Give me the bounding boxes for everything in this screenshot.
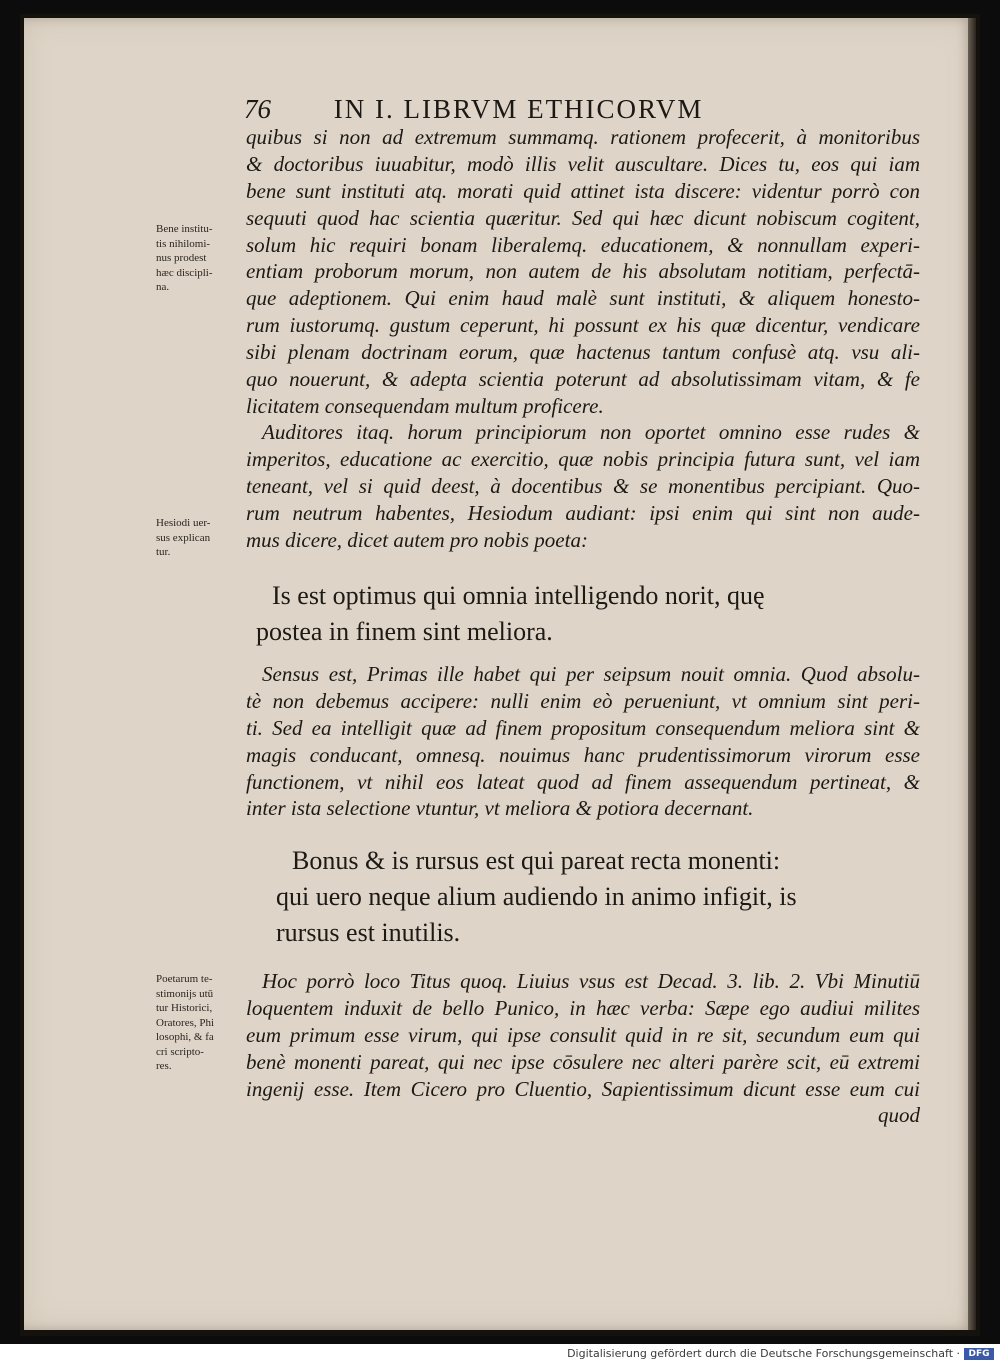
margin-line: nus prodest bbox=[156, 252, 207, 264]
catchword: quod bbox=[878, 1103, 920, 1128]
text-line: quibus si non ad extremum summamq. rationem profecerit, à monitoribus bbox=[246, 125, 920, 149]
verse-line: postea in finem sint meliora. bbox=[256, 617, 553, 646]
verse-line: Bonus & is rursus est qui pareat recta monenti: bbox=[292, 846, 781, 875]
text-line: Hoc porrò loco Titus quoq. Liuius vsus est Decad. 3. lib. 2. Vbi Minutiū bbox=[262, 969, 920, 993]
text-line: solum hic requiri bonam liberalemq. educationem, & nonnullam experi- bbox=[246, 232, 920, 257]
text-line: entiam proborum morum, non autem de his absolutam notitiam, perfectā- bbox=[246, 259, 920, 284]
margin-line: Poetarum te- bbox=[156, 973, 213, 985]
text-line: ti. Sed ea intelligit quæ ad finem propositum consequendum meliora sint & bbox=[246, 715, 920, 740]
margin-line: Bene institu- bbox=[156, 223, 213, 235]
margin-line: cri scripto- bbox=[156, 1045, 204, 1058]
text-line: licitatem consequendam multum proficere. bbox=[246, 393, 604, 418]
verse-line: Is est optimus qui omnia intelligendo norit, quę bbox=[272, 581, 765, 610]
text-line: loquentem induxit de bello Punico, in hæc verba: Sæpe ego audiui milites bbox=[246, 995, 920, 1020]
margin-line: sus explican bbox=[156, 531, 211, 544]
margin-note-3 bbox=[156, 972, 244, 1074]
page-number: 76 bbox=[244, 94, 271, 124]
margin-note-1 bbox=[156, 222, 244, 295]
text-line: sequuti quod hac scientia quæritur. Sed qui hæc dicunt nobiscum cogitent, bbox=[246, 205, 920, 230]
paragraph-1 bbox=[246, 124, 920, 420]
text-line: quo nouerunt, & adepta scientia poterunt ad absolutissimam vitam, & fe bbox=[246, 367, 920, 392]
text-line: & doctoribus iuuabitur, modò illis velit auscultare. Dices tu, eos qui iam bbox=[246, 151, 920, 176]
text-line: que adeptionem. Qui enim haud malè sunt instituti, & aliquem honesto- bbox=[246, 286, 920, 311]
paragraph-3 bbox=[246, 661, 920, 822]
verse-quotation-1 bbox=[246, 578, 920, 650]
text-line: bene sunt instituti atq. morati quid attinet ista discere: videntur porrò con bbox=[246, 178, 920, 203]
margin-line: res. bbox=[156, 1060, 172, 1072]
margin-line: na. bbox=[156, 281, 170, 293]
paragraph-4 bbox=[246, 968, 920, 1129]
text-line: imperitos, educatione ac exercitio, quæ nobis principia futura sunt, vel iam bbox=[246, 446, 920, 471]
running-title: IN I. LIBRVM ETHICORVM bbox=[333, 94, 704, 124]
margin-line: Oratores, Phi bbox=[156, 1016, 215, 1029]
margin-line: tur Historici, bbox=[156, 1002, 213, 1014]
page-edge bbox=[968, 18, 976, 1330]
margin-line: losophi, & fa bbox=[156, 1031, 214, 1043]
paragraph-2 bbox=[246, 419, 920, 553]
margin-line: tis nihilomi- bbox=[156, 237, 211, 250]
margin-line: tur. bbox=[156, 546, 171, 558]
text-line: magis conducant, omnesq. nouimus hanc prudentissimorum virorum esse bbox=[246, 742, 920, 767]
digitization-footer bbox=[0, 1344, 1000, 1364]
text-line: Auditores itaq. horum principiorum non oportet omnino esse rudes & bbox=[262, 420, 920, 444]
text-line: eum primum esse virum, qui ipse consulit quid in re sit, secundum eum qui bbox=[246, 1022, 920, 1047]
text-line: sibi plenam doctrinam eorum, quæ hactenus tantum confusè atq. vsu ali- bbox=[246, 340, 920, 365]
verse-quotation-2 bbox=[246, 843, 920, 951]
text-line: tè non debemus accipere: nulli enim eò perueniunt, vt omnium sint peri- bbox=[246, 688, 920, 713]
text-line: rum neutrum habentes, Hesiodum audiant: ipsi enim qui sint non aude- bbox=[246, 500, 920, 525]
verse-line: rursus est inutilis. bbox=[276, 918, 461, 947]
text-line: ingenij esse. Item Cicero pro Cluentio, Sapientissimum dicunt esse eum cui bbox=[246, 1076, 920, 1101]
text-line: Sensus est, Primas ille habet qui per seipsum nouit omnia. Quod absolu- bbox=[262, 662, 920, 686]
running-header bbox=[244, 94, 804, 125]
text-line: functionem, vt nihil eos lateat quod ad finem assequendum pertineat, & bbox=[246, 769, 920, 794]
text-line: benè monenti pareat, qui nec ipse cōsulere nec alteri parère scit, eū extremi bbox=[246, 1049, 920, 1074]
margin-line: hæc discipli- bbox=[156, 266, 213, 279]
verse-line: qui uero neque alium audiendo in animo infigit, is bbox=[276, 882, 797, 911]
text-line: rum iustorumq. gustum ceperunt, hi possunt ex his quæ dicentur, vendicare bbox=[246, 313, 920, 338]
text-line: mus dicere, dicet autem pro nobis poeta: bbox=[246, 527, 588, 552]
footer-text: Digitalisierung gefördert durch die Deutsche Forschungsgemeinschaft · bbox=[567, 1347, 960, 1360]
dfg-logo-icon: DFG bbox=[964, 1348, 994, 1360]
margin-note-2 bbox=[156, 516, 244, 560]
margin-line: Hesiodi uer- bbox=[156, 517, 211, 529]
margin-line: stimonijs utū bbox=[156, 987, 214, 1000]
text-line: teneant, vel si quid deest, à docentibus & se monentibus percipiant. Quo- bbox=[246, 473, 920, 498]
text-line: inter ista selectione vtuntur, vt meliora & potiora decernant. bbox=[246, 796, 754, 821]
